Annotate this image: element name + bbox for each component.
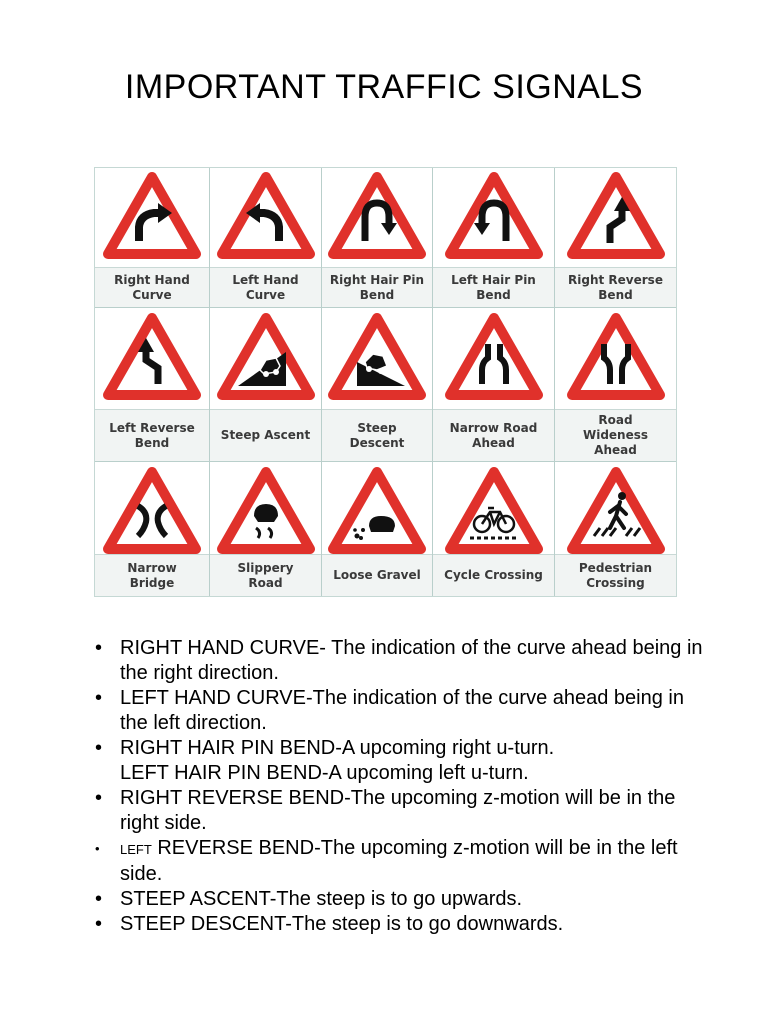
sign-label: Right Hair Pin Bend bbox=[322, 267, 432, 307]
sign-cell-narrow-road-ahead bbox=[433, 308, 555, 462]
bullet-icon: • bbox=[95, 637, 103, 659]
list-item-text: LEFT HAND CURVE-The indication of the curve ahead being in the left direction. bbox=[120, 687, 684, 734]
sign-cell-steep-descent bbox=[322, 308, 433, 462]
list-item bbox=[95, 912, 705, 937]
list-item-small-prefix: LEFT bbox=[120, 842, 152, 857]
sign-cell-right-reverse-bend bbox=[555, 168, 676, 308]
sign-cell-narrow-bridge bbox=[95, 462, 210, 596]
steep-descent-icon bbox=[327, 312, 427, 402]
list-item-text: STEEP ASCENT-The steep is to go upwards. bbox=[120, 888, 523, 910]
sign-label: Left Reverse Bend bbox=[95, 409, 209, 461]
list-item-text: RIGHT HAND CURVE- The indication of the curve ahead being in the right direction. bbox=[120, 637, 703, 684]
list-item bbox=[95, 636, 705, 686]
list-item bbox=[95, 786, 705, 836]
loose-gravel-icon bbox=[327, 466, 427, 556]
steep-ascent-icon bbox=[216, 312, 316, 402]
sign-label: Steep Descent bbox=[322, 409, 432, 461]
sign-cell-steep-ascent bbox=[210, 308, 322, 462]
sign-cell-right-hair-pin-bend bbox=[322, 168, 433, 308]
left-hand-curve-icon bbox=[216, 171, 316, 261]
sign-label: Pedestrian Crossing bbox=[555, 554, 676, 596]
traffic-signs-chart bbox=[94, 167, 677, 597]
bullet-icon: • bbox=[95, 841, 100, 856]
list-item-text: RIGHT REVERSE BEND-The upcoming z-motion will be in the right side. bbox=[120, 787, 676, 834]
page-title: IMPORTANT TRAFFIC SIGNALS bbox=[124, 68, 644, 106]
list-item bbox=[95, 686, 705, 736]
sign-label: Cycle Crossing bbox=[433, 554, 554, 596]
list-item bbox=[95, 736, 705, 786]
sign-cell-road-wideness-ahead bbox=[555, 308, 676, 462]
left-hair-pin-bend-icon bbox=[444, 171, 544, 261]
sign-label: Loose Gravel bbox=[322, 554, 432, 596]
sign-label: Right Reverse Bend bbox=[555, 267, 676, 307]
sign-label: Left Hand Curve bbox=[210, 267, 321, 307]
bullet-icon: • bbox=[95, 737, 103, 759]
pedestrian-crossing-icon bbox=[566, 466, 666, 556]
bullet-icon: • bbox=[95, 913, 103, 935]
sign-label: Right Hand Curve bbox=[95, 267, 209, 307]
slippery-road-icon bbox=[216, 466, 316, 556]
sign-cell-cycle-crossing bbox=[433, 462, 555, 596]
right-reverse-bend-icon bbox=[566, 171, 666, 261]
cycle-crossing-icon bbox=[444, 466, 544, 556]
sign-label: Slippery Road bbox=[210, 554, 321, 596]
list-item-text: RIGHT HAIR PIN BEND-A upcoming right u-turn. bbox=[120, 737, 555, 759]
sign-label: Narrow Bridge bbox=[95, 554, 209, 596]
sign-cell-left-reverse-bend bbox=[95, 308, 210, 462]
list-item-text: STEEP DESCENT-The steep is to go downwards. bbox=[120, 913, 564, 935]
bullet-icon: • bbox=[95, 888, 103, 910]
left-reverse-bend-icon bbox=[102, 312, 202, 402]
sign-label: Narrow Road Ahead bbox=[433, 409, 554, 461]
list-item bbox=[95, 887, 705, 912]
bullet-icon: • bbox=[95, 687, 103, 709]
sign-cell-pedestrian-crossing bbox=[555, 462, 676, 596]
right-hair-pin-bend-icon bbox=[327, 171, 427, 261]
road-wideness-ahead-icon bbox=[566, 312, 666, 402]
bullet-icon: • bbox=[95, 787, 103, 809]
sign-cell-loose-gravel bbox=[322, 462, 433, 596]
sign-cell-right-hand-curve bbox=[95, 168, 210, 308]
sign-cell-left-hand-curve bbox=[210, 168, 322, 308]
signal-descriptions-list bbox=[95, 636, 705, 937]
sign-cell-slippery-road bbox=[210, 462, 322, 596]
list-item-text: REVERSE BEND-The upcoming z-motion will be in the left side. bbox=[120, 837, 678, 885]
right-hand-curve-icon bbox=[102, 171, 202, 261]
narrow-road-ahead-icon bbox=[444, 312, 544, 402]
narrow-bridge-icon bbox=[102, 466, 202, 556]
list-item bbox=[95, 836, 705, 887]
list-item-continuation: LEFT HAIR PIN BEND-A upcoming left u-turn. bbox=[120, 762, 529, 784]
sign-cell-left-hair-pin-bend bbox=[433, 168, 555, 308]
sign-label: Left Hair Pin Bend bbox=[433, 267, 554, 307]
sign-label: Road Wideness Ahead bbox=[555, 409, 676, 461]
sign-label: Steep Ascent bbox=[210, 409, 321, 461]
